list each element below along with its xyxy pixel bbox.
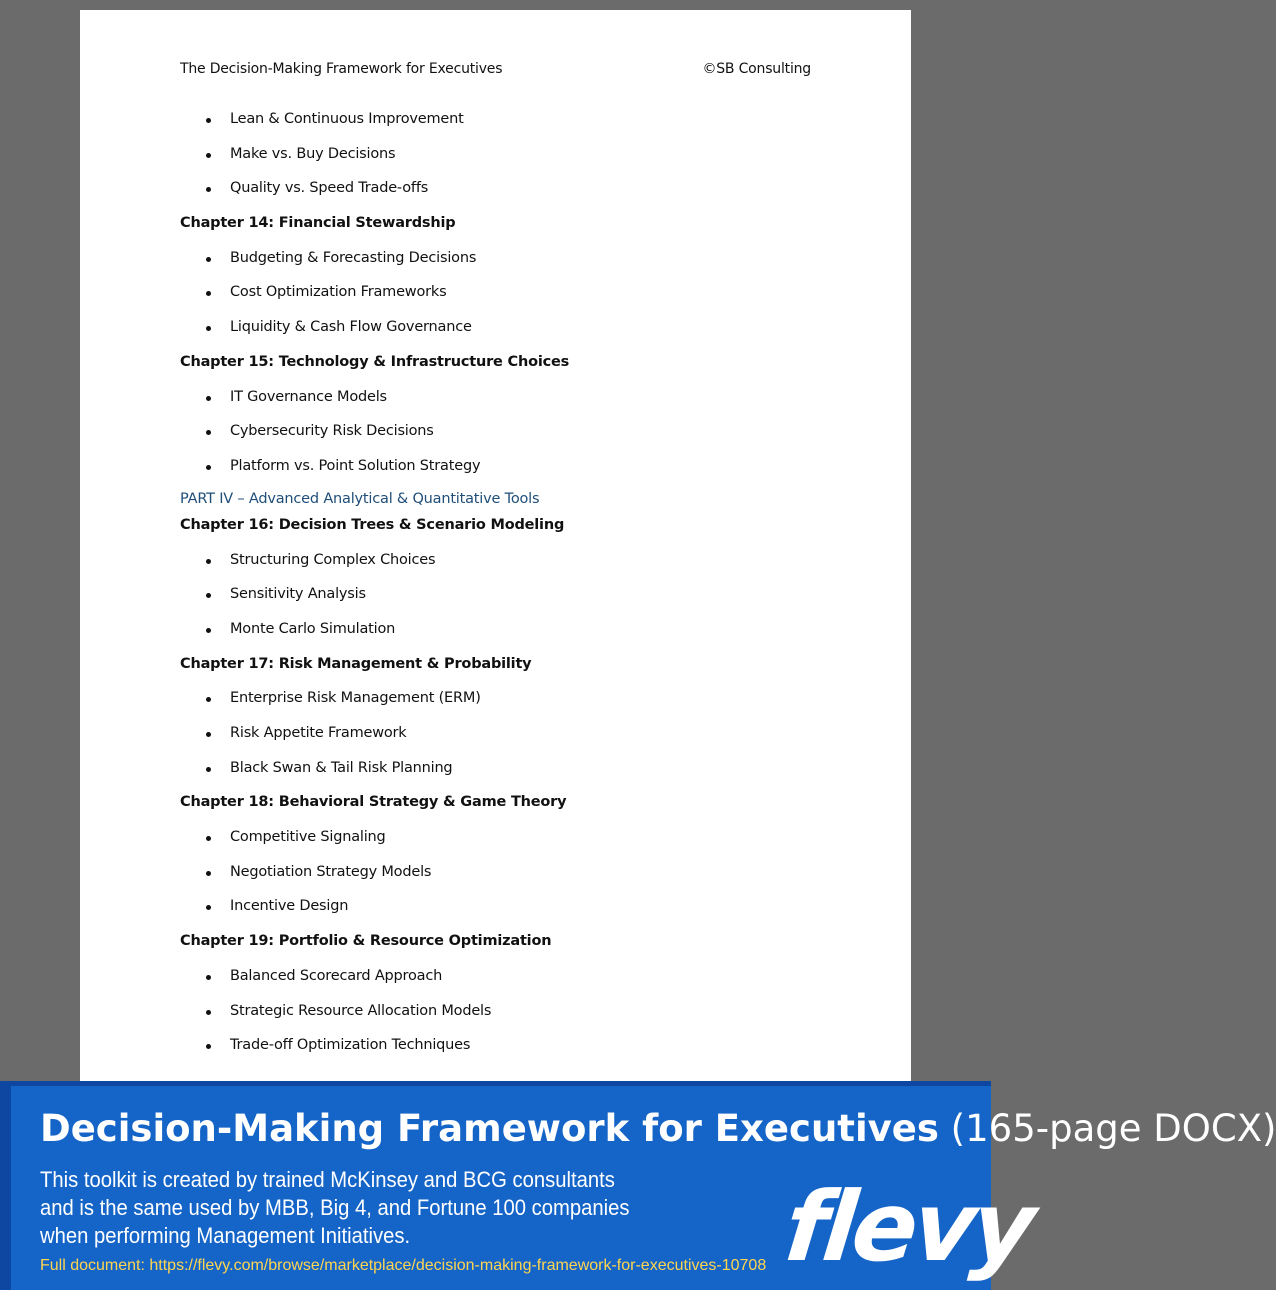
bullet-dot-icon [206, 905, 211, 910]
bullet-dot-icon [206, 118, 211, 123]
bullet-text: Liquidity & Cash Flow Governance [230, 319, 472, 336]
bullet-item [180, 820, 820, 855]
bullet-item [180, 681, 820, 716]
bullet-text: Budgeting & Forecasting Decisions [230, 249, 477, 266]
bullet-item [180, 102, 820, 137]
chapter-heading: Chapter 16: Decision Trees & Scenario Modeling [180, 516, 565, 533]
bullet-dot-icon [206, 257, 211, 262]
bullet-item [180, 994, 820, 1029]
bullet-text: Cost Optimization Frameworks [230, 284, 447, 301]
bullet-item [180, 241, 820, 276]
promo-banner [0, 1081, 1276, 1290]
chapter-heading: Chapter 19: Portfolio & Resource Optimization [180, 933, 552, 950]
bullet-dot-icon [206, 1010, 211, 1015]
bullet-text: Make vs. Buy Decisions [230, 145, 396, 162]
bullet-item [180, 275, 820, 310]
bullet-dot-icon [206, 465, 211, 470]
bullet-text: Enterprise Risk Management (ERM) [230, 690, 481, 707]
header-copyright: ©SB Consulting [702, 61, 811, 77]
bullet-dot-icon [206, 291, 211, 296]
bullet-text: Lean & Continuous Improvement [230, 111, 464, 127]
bullet-dot-icon [206, 871, 211, 876]
bullet-text: Sensitivity Analysis [230, 586, 366, 603]
bullet-text: Cybersecurity Risk Decisions [230, 423, 434, 440]
chapter-heading: Chapter 15: Technology & Infrastructure Choices [180, 353, 570, 370]
bullet-item [180, 577, 820, 612]
bullet-dot-icon [206, 559, 211, 564]
bullet-item [180, 716, 820, 751]
bullet-dot-icon [206, 430, 211, 435]
banner-top-accent [0, 1081, 991, 1086]
bullet-text: Strategic Resource Allocation Models [230, 1002, 492, 1019]
bullet-text: Monte Carlo Simulation [230, 620, 396, 637]
full-document-link[interactable]: Full document: https://flevy.com/browse/marketplace/decision-making-framework-for-executives-10708 [40, 1257, 767, 1274]
bullet-item [180, 855, 820, 890]
bullet-dot-icon [206, 187, 211, 192]
bullet-dot-icon [206, 767, 211, 772]
banner-title-main: Decision-Making Framework for Executives [40, 1107, 939, 1150]
bullet-text: Competitive Signaling [230, 829, 386, 846]
bullet-text: Quality vs. Speed Trade-offs [230, 180, 429, 197]
table-of-contents [180, 102, 820, 1063]
bullet-dot-icon [206, 153, 211, 158]
chapter-heading: Chapter 18: Behavioral Strategy & Game Theory [180, 794, 567, 811]
bullet-text: Black Swan & Tail Risk Planning [230, 759, 453, 776]
bullet-item [180, 612, 820, 647]
banner-title [40, 1105, 1276, 1153]
chapter-heading: Chapter 14: Financial Stewardship [180, 215, 456, 232]
flevy-logo[interactable]: flevy [780, 1171, 1037, 1283]
bullet-item [180, 543, 820, 578]
chapter-heading: Chapter 17: Risk Management & Probability [180, 655, 532, 672]
bullet-dot-icon [206, 628, 211, 633]
header-title: The Decision-Making Framework for Executives [180, 61, 503, 77]
bullet-dot-icon [206, 732, 211, 737]
bullet-item [180, 414, 820, 449]
bullet-text: Risk Appetite Framework [230, 725, 407, 741]
banner-left-accent [0, 1081, 11, 1290]
bullet-text: Incentive Design [230, 898, 349, 915]
banner-description: This toolkit is created by trained McKinsey and BCG consultants and is the same used by MBB, Big 4, and Fortune 100 companies when performing Management Initiatives. [40, 1167, 630, 1248]
bullet-item [180, 171, 820, 206]
bullet-dot-icon [206, 836, 211, 841]
bullet-item [180, 380, 820, 415]
bullet-dot-icon [206, 326, 211, 331]
bullet-item [180, 959, 820, 994]
bullet-item [180, 137, 820, 172]
bullet-text: Balanced Scorecard Approach [230, 967, 443, 984]
bullet-item [180, 449, 820, 484]
part-heading: PART IV – Advanced Analytical & Quantitative Tools [180, 490, 540, 507]
bullet-text: IT Governance Models [230, 388, 387, 405]
bullet-text: Structuring Complex Choices [230, 551, 436, 568]
bullet-item [180, 310, 820, 345]
bullet-dot-icon [206, 396, 211, 401]
bullet-item [180, 1028, 820, 1063]
bullet-text: Platform vs. Point Solution Strategy [230, 457, 481, 474]
bullet-dot-icon [206, 1044, 211, 1049]
bullet-item [180, 751, 820, 786]
bullet-dot-icon [206, 975, 211, 980]
banner-title-format: (165-page DOCX) [950, 1107, 1276, 1150]
bullet-text: Negotiation Strategy Models [230, 863, 432, 880]
bullet-dot-icon [206, 697, 211, 702]
bullet-item [180, 889, 820, 924]
document-page [80, 10, 911, 1090]
bullet-dot-icon [206, 593, 211, 598]
page-header [180, 61, 811, 77]
bullet-text: Trade-off Optimization Techniques [230, 1037, 471, 1054]
